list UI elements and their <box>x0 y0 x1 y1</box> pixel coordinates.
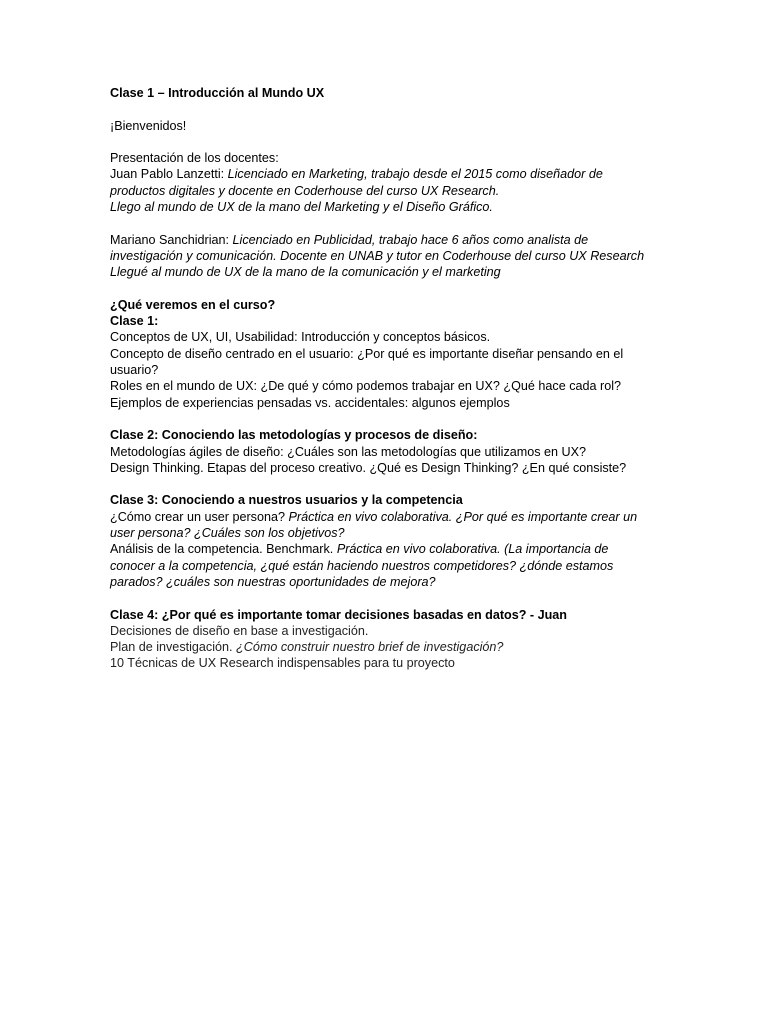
clase3-line-1-italic: Práctica en vivo colaborativa. ¿Por qué es importante crear un <box>288 509 638 524</box>
clase3-line-1-text: ¿Cómo crear un user persona? <box>110 509 289 524</box>
spacer <box>110 101 670 117</box>
spacer <box>110 215 670 231</box>
clase3-heading: Clase 3: Conociendo a nuestros usuarios y la competencia <box>110 493 463 508</box>
document-title: Clase 1 – Introducción al Mundo UX <box>110 86 325 100</box>
spacer <box>110 590 670 606</box>
clase4-line-2 <box>110 639 670 655</box>
welcome-text: ¡Bienvenidos! <box>110 118 187 133</box>
juan-bio-line-2: productos digitales y docente en Coderhouse del curso UX Research. <box>110 183 500 198</box>
clase4-heading: Clase 4: ¿Por qué es importante tomar decisiones basadas en datos? - Juan <box>110 607 568 622</box>
juan-bio-line-3: Llego al mundo de UX de la mano del Marketing y el Diseño Gráfico. <box>110 200 493 215</box>
clase2-line-1: Metodologías ágiles de diseño: ¿Cuáles son las metodologías que utilizamos en UX? <box>110 444 587 459</box>
docentes-heading: Presentación de los docentes: <box>110 151 279 166</box>
clase3-line-2: user persona? ¿Cuáles son los objetivos? <box>110 526 345 541</box>
clase3-line-1 <box>110 509 670 525</box>
juan-name: Juan Pablo Lanzetti: <box>110 167 228 182</box>
clase2-line-2: Design Thinking. Etapas del proceso creativo. ¿Qué es Design Thinking? ¿En qué consiste? <box>110 460 627 475</box>
spacer <box>110 281 670 297</box>
spacer <box>110 134 670 150</box>
mariano-bio-line-3: Llegué al mundo de UX de la mano de la comunicación y el marketing <box>110 265 501 280</box>
mariano-name: Mariano Sanchidrian: <box>110 232 233 247</box>
clase3-line-3-text: Análisis de la competencia. Benchmark. <box>110 542 337 557</box>
clase2-heading: Clase 2: Conociendo las metodologías y procesos de diseño: <box>110 428 478 443</box>
clase1-line-2: Concepto de diseño centrado en el usuario: ¿Por qué es importante diseñar pensando en el <box>110 346 624 361</box>
juan-bio-line-1 <box>110 166 670 182</box>
clase3-line-4: conocer a la competencia, ¿qué están haciendo nuestros competidores? ¿dónde estamos <box>110 558 614 573</box>
clase3-line-5: parados? ¿cuáles son nuestras oportunidades de mejora? <box>110 574 436 589</box>
clase1-line-1: Conceptos de UX, UI, Usabilidad: Introducción y conceptos básicos. <box>110 330 491 345</box>
juan-bio: Licenciado en Marketing, trabajo desde el 2015 como diseñador de <box>227 167 603 182</box>
clase1-line-4: Roles en el mundo de UX: ¿De qué y cómo podemos trabajar en UX? ¿Qué hace cada rol? <box>110 379 622 394</box>
clase1-line-5: Ejemplos de experiencias pensadas vs. accidentales: algunos ejemplos <box>110 395 510 410</box>
mariano-bio: Licenciado en Publicidad, trabajo hace 6 años como analista de <box>232 232 589 247</box>
spacer <box>110 476 670 492</box>
clase4-line-2-text: Plan de investigación. <box>110 640 237 655</box>
clase4-line-2-italic: ¿Cómo construir nuestro brief de investigación? <box>236 640 504 655</box>
document-body <box>110 85 670 672</box>
clase1-line-3: usuario? <box>110 363 159 378</box>
clase4-line-3: 10 Técnicas de UX Research indispensables para tu proyecto <box>110 656 455 671</box>
mariano-bio-line-1 <box>110 232 670 248</box>
curso-heading: ¿Qué veremos en el curso? <box>110 297 276 312</box>
clase3-line-3 <box>110 541 670 557</box>
clase1-heading: Clase 1: <box>110 314 159 329</box>
clase3-line-3-italic: Práctica en vivo colaborativa. (La importancia de <box>336 542 609 557</box>
mariano-bio-line-2: investigación y comunicación. Docente en UNAB y tutor en Coderhouse del curso UX Research <box>110 248 645 263</box>
clase4-line-1: Decisiones de diseño en base a investigación. <box>110 623 369 638</box>
spacer <box>110 411 670 427</box>
